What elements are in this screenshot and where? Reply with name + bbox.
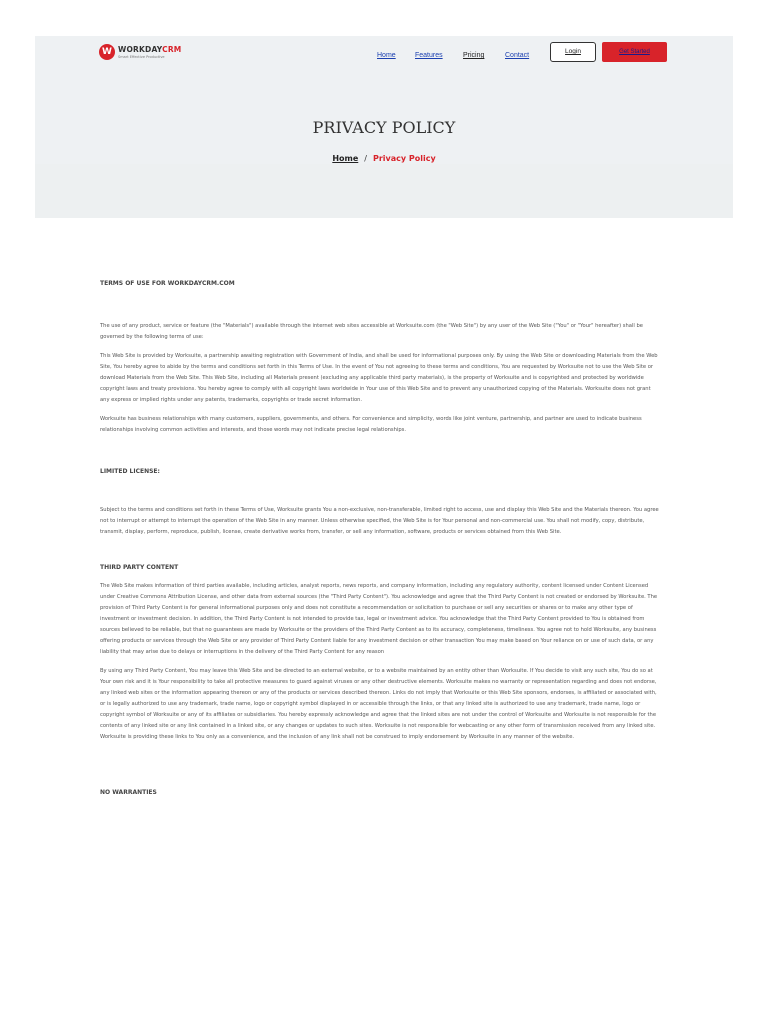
terms-heading: TERMS OF USE FOR WORKDAYCRM.COM (100, 280, 235, 287)
third-party-paragraph: By using any Third Party Content, You may leave this Web Site and be directed to an external website, or to a website maintained by an entity other than Worksuite. If You decide to visit any such site, You do so at Your own risk and it is Your responsibility to take all protective measures to guard against viruses or any other destructive elements. Worksuite makes no warranty or representation regarding and does not endorse, any linked web sites or the information appearing thereon or any of the products or services described thereon. Links do not imply that Worksuite or this Web Site sponsors, endorses, is affiliated or associated with, or is legally authorized to use any trademark, trade name, logo or copyright symbol displayed in or accessible through the links, or that any linked site is authorized to use any trademark, trade name, logo or copyright symbol of Worksuite or any of its affiliates or subsidiaries. You hereby expressly acknowledge and agree that the linked sites are not under the control of Worksuite and Worksuite is not responsible for the contents of any linked site or any link contained in a linked site, or any changes or updates to such sites. Worksuite is not responsible for webcasting or any other form of transmission received from any linked site. Worksuite is providing these links to You only as a convenience, and the inclusion of any link shall not be construed to imply endorsement by Worksuite in any manner of the website. (100, 668, 657, 740)
get-started-button[interactable]: Get Started (602, 42, 667, 62)
terms-paragraph: Worksuite has business relationships with many customers, suppliers, governments, and others. For convenience and simplicity, words like joint venture, partnership, and partner are used to indicate business relationships involving common activities and interests, and those words may not indicate precise legal relationships. (100, 416, 642, 433)
breadcrumb-current: Privacy Policy (372, 154, 436, 163)
nav-pricing-link[interactable]: Pricing (463, 52, 485, 59)
brand-name-prefix: WORKDAY (118, 45, 163, 54)
brand-name (118, 45, 181, 54)
nav-home-link[interactable]: Home (377, 52, 396, 59)
policy-content (100, 280, 660, 796)
nav-contact-link[interactable]: Contact (505, 52, 530, 59)
page-hero (35, 36, 733, 218)
third-party-heading: THIRD PARTY CONTENT (100, 564, 179, 571)
breadcrumb (35, 154, 733, 163)
third-party-paragraph: The Web Site makes information of third parties available, including articles, analyst reports, news reports, and company information, including any regulatory authority, content licensed under Content Licensed under Creative Commons Attribution License, and other data from external sources (the "Third Party Content"). You acknowledge and agree that the Third Party Content is not created or endorsed by Worksuite. The provision of Third Party Content is for general informational purposes only and does not constitute a recommendation or solicitation to purchase or sell any securities or shares or to make any other type of investment or investment decision. In addition, the Third Party Content is not intended to provide tax, legal or investment advice. You acknowledge that the Third Party Content provided to You is obtained from sources believed to be reliable, but that no guarantees are made by Worksuite or the providers of the Third Party Content as to its accuracy, completeness, timeliness. You agree not to hold Worksuite, any business offering products or services through the Web Site or any provider of Third Party Content liable for any investment decision or other transaction You may make based on Your reliance on or use of such data, or any liability that may arise due to delays or interruptions in the delivery of the Third Party Content for any reason (100, 583, 658, 655)
nav-features-link[interactable]: Features (415, 52, 443, 59)
no-warranties-heading: NO WARRANTIES (100, 789, 157, 796)
logo-mark-icon: W (99, 44, 115, 60)
top-navigation-bar (35, 36, 733, 70)
brand-logo[interactable] (99, 44, 219, 64)
breadcrumb-separator: / (364, 154, 367, 163)
login-button[interactable]: Login (550, 42, 596, 62)
terms-paragraph: This Web Site is provided by Worksuite, a partnership awaiting registration with Government of India, and shall be used for informational purposes only. By using the Web Site or downloading Materials from the Web Site, You hereby agree to abide by the terms and conditions set forth in this Terms of Use. In the event of You not agreeing to these terms and conditions, You are requested by Worksuite not to use the Web Site or download Materials from the Web Site. This Web Site, including all Materials present (excluding any applicable third party materials), is the property of Worksuite and is copyrighted and protected by worldwide copyright laws and treaty provisions. You hereby agree to comply with all copyright laws worldwide in Your use of this Web Site and to prevent any unauthorized copying of the Materials. Worksuite does not grant any express or implied rights under any patents, trademarks, copyrights or trade secret information. (100, 353, 658, 403)
terms-paragraph: The use of any product, service or feature (the "Materials") available through the internet web sites accessible at Worksuite.com (the "Web Site") by any user of the Web Site ("You" or "Your" hereafter) shall be governed by the following terms of use: (100, 323, 643, 340)
hero-lower-band (35, 164, 733, 218)
breadcrumb-home-link[interactable]: Home (332, 154, 359, 163)
license-paragraph: Subject to the terms and conditions set forth in these Terms of Use, Worksuite grants You a non-exclusive, non-transferable, limited right to access, use and display this Web Site and the Materials thereon. You agree not to interrupt or attempt to interrupt the operation of the Web Site in any manner. Unless otherwise specified, the Web Site is for Your personal and non-commercial use. You shall not modify, copy, distribute, transmit, display, perform, reproduce, publish, license, create derivative works from, transfer, or sell any information, software, products or services obtained from this Web Site. (100, 507, 659, 535)
brand-name-suffix: CRM (162, 45, 182, 54)
page-title: PRIVACY POLICY (312, 118, 456, 137)
brand-tagline: Smart Effective Productive (118, 55, 165, 59)
license-heading: LIMITED LICENSE: (100, 468, 160, 475)
